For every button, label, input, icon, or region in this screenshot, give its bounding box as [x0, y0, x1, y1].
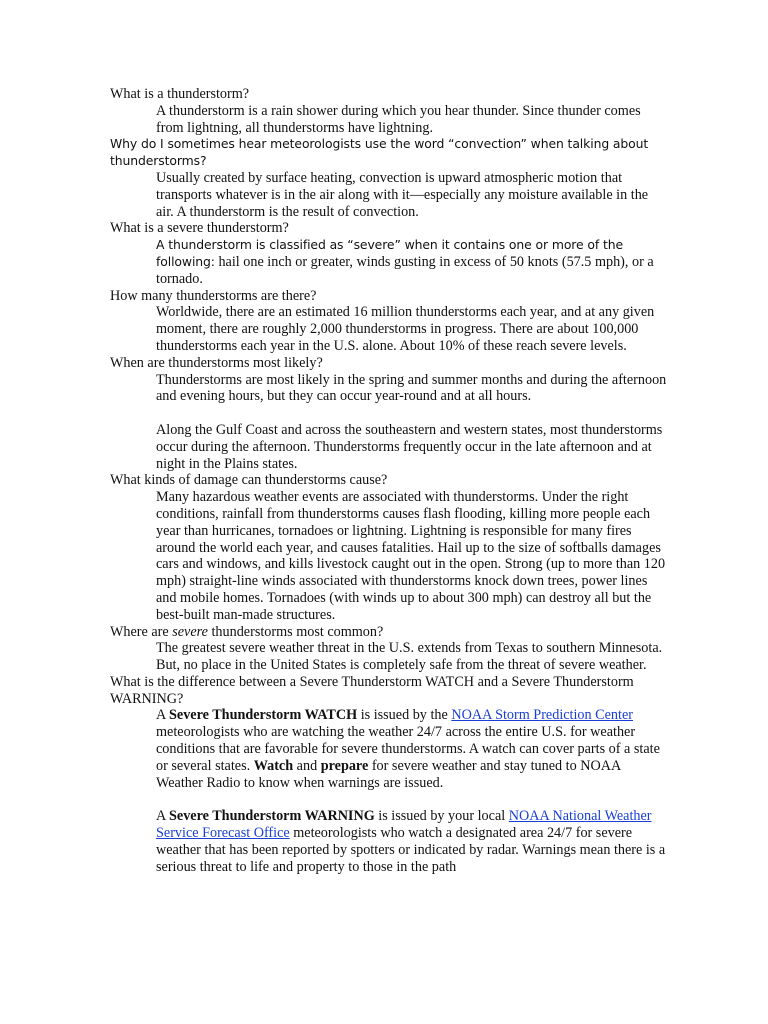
paragraph-gap: [110, 405, 668, 422]
question-where-pre: Where are: [110, 623, 173, 640]
answer-where-common: The greatest severe weather threat in the U.S. extends from Texas to southern Minnesota. But, no place in the United States is completely safe from the threat of severe weather.: [156, 640, 663, 674]
answer-damage: Many hazardous weather events are associated with thunderstorms. Under the right conditions, rainfall from thunderstorms causes flash flooding, killing more people each year than hurricanes, tornadoes or lightning. Lightning is responsible for many fires around the world each year, and causes fatalities. Hail up to the size of softballs damages cars and windows, and kills livestock caught out in the open. Strong (up to more than 120 mph) straight-line winds associated with thunderstorms knock down trees, power lines and mobile homes. Tornadoes (with winds up to about 300 mph) can destroy all but the best-built man-made structures.: [156, 489, 666, 623]
answer-severe-thunderstorm: [156, 237, 668, 287]
watch-bold-prepare: prepare: [320, 757, 369, 774]
watch-rest: meteorologists who are watching the weather 24/7 across the entire U.S. for weather conditions that are favorable for severe thunderstorms. A watch can cover parts of a state or several states.: [156, 724, 660, 774]
watch-and: and: [293, 757, 321, 774]
question-watch-vs-warning: What is the difference between a Severe Thunderstorm WATCH and a Severe Thunderstorm WARNING?: [110, 673, 634, 707]
answer-severe-rest: hail one inch or greater, winds gusting in excess of 50 knots (57.5 mph), or a tornado.: [156, 253, 654, 287]
question-what-is-thunderstorm: What is a thunderstorm?: [110, 86, 250, 102]
question-damage: What kinds of damage can thunderstorms cause?: [110, 472, 388, 489]
question-how-many: How many thunderstorms are there?: [110, 287, 317, 304]
answer-how-many: Worldwide, there are an estimated 16 million thunderstorms each year, and at any given moment, there are roughly 2,000 thunderstorms in progress. There are about 100,000 thunderstorms each year in the U.S. alone. About 10% of these reach severe levels.: [156, 304, 655, 354]
watch-issued: is issued by the: [357, 707, 452, 724]
answer-what-is-thunderstorm: A thunderstorm is a rain shower during which you hear thunder. Since thunder comes from lightning, all thunderstorms have lightning.: [156, 102, 641, 136]
question-severe-thunderstorm: What is a severe thunderstorm?: [110, 220, 289, 237]
paragraph-gap: [110, 791, 668, 808]
question-most-likely: When are thunderstorms most likely?: [110, 354, 323, 371]
watch-end: for severe weather and stay tuned to NOAA Weather Radio to know when warnings are issued.: [156, 757, 621, 791]
answer-watch: [156, 707, 668, 791]
answer-most-likely-p1: Thunderstorms are most likely in the spring and summer months and during the afternoon and evening hours, but they can occur year-round and at all hours.: [156, 371, 667, 405]
noaa-forecast-office-link[interactable]: NOAA National Weather Service Forecast Office: [156, 808, 652, 842]
watch-a: A: [156, 707, 170, 724]
watch-bold: Severe Thunderstorm WATCH: [169, 707, 358, 724]
warn-issued: is issued by your local: [374, 808, 509, 825]
answer-convection: Usually created by surface heating, convection is upward atmospheric motion that transports whatever is in the air along with it—especially any moisture available in the air. A thunderstorm is the result of convection.: [156, 169, 649, 220]
answer-severe-lead: A thunderstorm is classified as “severe” when it contains one or more of the following:: [156, 237, 623, 269]
answer-most-likely-p2: Along the Gulf Coast and across the southeastern and western states, most thunderstorms occur during the afternoon. Thunderstorms frequently occur in the late afternoon and at night in the Plains states.: [156, 421, 663, 472]
warn-rest: meteorologists who watch a designated area 24/7 for severe weather that has been reported by spotters or indicated by radar. Warnings mean there is a serious threat to life and property to those in the path: [156, 825, 666, 875]
question-convection: Why do I sometimes hear meteorologists use the word “convection” when talking about thunderstorms?: [110, 136, 649, 169]
answer-warning: [156, 808, 668, 875]
question-where-post: thunderstorms most common?: [207, 623, 384, 640]
question-where-common: [110, 624, 668, 641]
watch-bold-watch: Watch: [253, 757, 294, 774]
question-where-em: severe: [172, 623, 208, 640]
warn-a: A: [156, 808, 170, 825]
noaa-storm-prediction-center-link[interactable]: NOAA Storm Prediction Center: [451, 707, 633, 724]
warn-bold: Severe Thunderstorm WARNING: [169, 808, 375, 825]
